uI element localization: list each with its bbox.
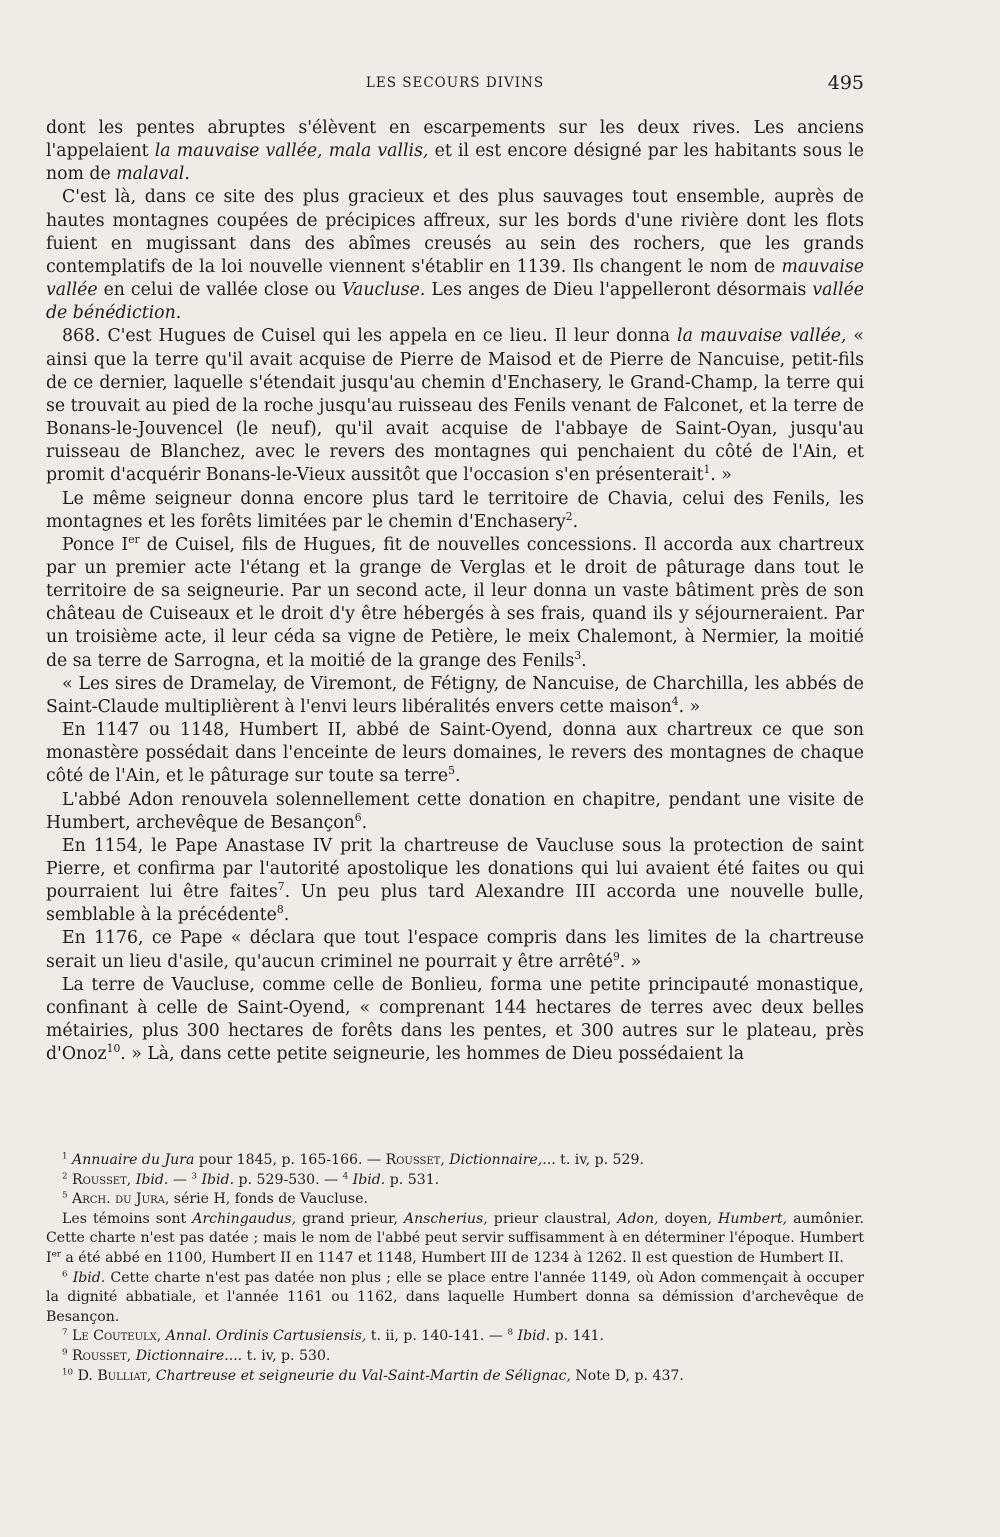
paragraph: Le même seigneur donna encore plus tard le territoire de Chavia, celui des Fenils, les montagnes et les forêts limitées par le chemin d'Enchasery$^2$. [46,488,864,532]
paragraph: En 1154, le Pape Anastase IV prit la chartreuse de Vaucluse sous la protection de saint Pierre, et confirma par l'autorité apostolique les donations qui lui avaient été faites ou qui pourraient lui être faites$^7$. Un peu plus tard Alexandre III accorda une nouvelle bulle, semblable à la précédente$^8$. [46,835,865,926]
paragraph: En 1176, ce Pape « déclara que tout l'espace compris dans les limites de la chartreuse serait un lieu d'asile, qu'aucun criminel ne pourrait y être arrêté$^9$. » [46,928,864,972]
footnote-1: $^1$ Annuaire du Jura pour 1845, p. 165-166. — Rousset, Dictionnaire,... t. iv, p. 529. [62,1151,644,1168]
page-number: 495 [827,72,864,94]
footnote-5-continuation: Les témoins sont Archingaudus, grand prieur, Anscherius, prieur claustral, Adon, doyen, Humbert, aumônier. Cette charte n'est pas datée ; mais le nom de l'abbé peut servir suffisamment à en déterminer l'époque. Humbert Ier a été abbé en 1100, Humbert II en 1147 et 1148, Humbert III de 1234 à 1262. Il est question de Humbert II. [46,1210,865,1266]
running-title: LES SECOURS DIVINS [365,75,545,91]
paragraph: La terre de Vaucluse, comme celle de Bonlieu, forma une petite principauté monastique, confinant à celle de Saint-Oyend, « comprenant 144 hectares de terres avec deux belles métairies, plus 300 hectares de forêts dans les pentes, et 300 autres sur le plateau, près d'Onoz$^{10}$. » Là, dans cette petite seigneurie, les hommes de Dieu possédaient la [46,974,864,1065]
footnote-ref: 3 [574,648,582,662]
footnote-ref: 10 [106,1042,121,1056]
paragraph: C'est là, dans ce site des plus gracieux et des plus sauvages tout ensemble, auprès de hautes montagnes coupées de précipices affreux, sur les bords d'une rivière dont les flots fuient en mugissant dans des abîmes creusés au sein des rochers, que les grands contemplatifs de la loi nouvelle viennent s'établir en 1139. Ils changent le nom de mauvaise vallée en celui de vallée close ou Vaucluse. Les anges de Dieu l'appelleront désormais vallée de bénédiction. [46,187,864,324]
footnote-ref: 4 [671,695,679,709]
footnote-7: $^7$ Le Couteulx, Annal. Ordinis Cartusiensis, t. ii, p. 140-141. — $^8$ Ibid. p. 141. [62,1327,604,1345]
running-head [46,72,864,96]
footnote-ref: 2 [565,509,573,523]
footnote-ref: 8 [276,903,284,917]
footnote-ref: 1 [703,463,711,477]
footnote-6: $^6$ Ibid. Cette charte n'est pas datée non plus ; elle se place entre l'année 1149, où Adon commençait à occuper la dignité abbatiale, et l'année 1161 ou 1162, dans laquelle Humbert donna sa démission d'archevêque de Besançon. [46,1268,864,1325]
footnotes [46,1151,864,1386]
paragraph: L'abbé Adon renouvela solennellement cette donation en chapitre, pendant une visite de Humbert, archevêque de Besançon$^6$. [46,789,864,833]
body-text [46,117,864,1066]
footnote-ref: 7 [277,880,285,894]
footnote-ref: 5 [448,764,455,778]
paragraph: dont les pentes abruptes s'élèvent en escarpements sur les deux rives. Les anciens l'appelaient la mauvaise vallée, mala vallis, et il est encore désigné par les habitants sous le nom de malaval. [46,118,865,185]
footnote-ref: 9 [612,949,620,963]
paragraph-868: 868. C'est Hugues de Cuisel qui les appela en ce lieu. Il leur donna la mauvaise vallée, « ainsi que la terre qu'il avait acquise de Pierre de Maisod et de Pierre de Nancuise, petit-fils de ce dernier, laquelle s'étendait jusqu'au chemin d'Enchasery, le Grand-Champ, la terre qui se trouvait au pied de la roche jusqu'au ruisseau des Fenils venant de Falconet, et la terre de Bonans-le-Jouvencel (le neuf), qu'il avait acquise de l'abbaye de Saint-Oyan, jusqu'au ruisseau de Blanchez, avec le revers des montagnes qui penchaient du côté de l'Ain, et promit d'acquérir Bonans-le-Vieux aussitôt que l'occasion s'en présenterait$^1$. » [46,326,864,486]
footnote-ref: 6 [354,810,362,824]
paragraph: « Les sires de Dramelay, de Viremont, de Fétigny, de Nancuise, de Charchilla, les abbés de Saint-Claude multiplièrent à l'envi leurs libéralités envers cette maison$^4$. » [46,673,864,717]
footnote-10: $^{10}$ D. Bulliat, Chartreuse et seigneurie du Val-Saint-Martin de Sélignac, Note D, p. 437. [62,1366,684,1384]
footnote-5: $^5$ Arch. du Jura, série H, fonds de Vaucluse. [62,1190,368,1208]
footnote-9: $^9$ Rousset, Dictionnaire.... t. iv, p. 530. [62,1347,331,1364]
paragraph: En 1147 ou 1148, Humbert II, abbé de Saint-Oyend, donna aux chartreux ce que son monastère possédait dans l'enceinte de leurs domaines, le revers des montagnes de chaque côté de l'Ain, et le pâturage sur toute sa terre$^5$. [46,720,864,787]
paragraph: Ponce Ier de Cuisel, fils de Hugues, fit de nouvelles concessions. Il accorda aux chartreux par un premier acte l'étang et la grange de Verglas et le droit de pâturage dans tout le territoire de sa seigneurie. Par un second acte, il leur donna un vaste bâtiment près de son château de Cuiseaux et le droit d'y être hébergés à ses frais, quand ils y séjourneraient. Par un troisième acte, il leur céda sa vigne de Petière, le meix Chalemont, à Nermier, la moitié de sa terre de Sarrogna, et la moitié de la grange des Fenils$^3$. [46,533,864,671]
footnote-2: $^2$ Rousset, Ibid. — $^3$ Ibid. p. 529-530. — $^4$ Ibid. p. 531. [62,1170,440,1188]
